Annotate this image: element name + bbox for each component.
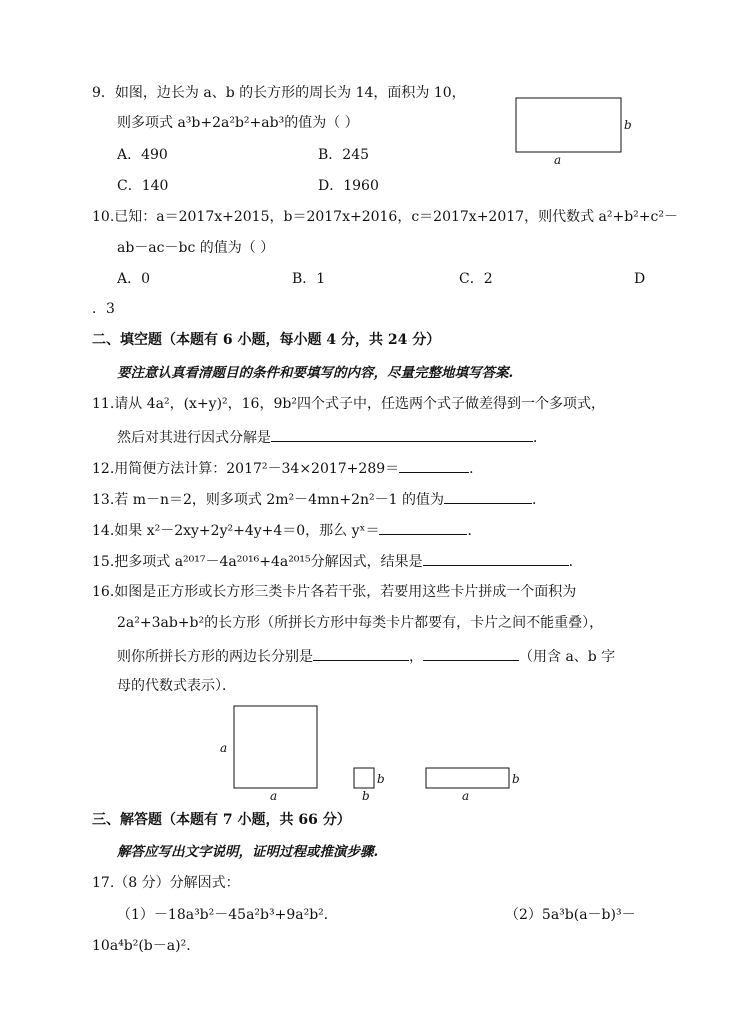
q10-option-d-cont: ．3	[92, 301, 115, 317]
q9-label-a: a	[554, 153, 562, 167]
q16-line1: 16.如图是正方形或长方形三类卡片各若干张，若要用这些卡片拼成一个面积为	[92, 584, 577, 600]
q17-part1: （1）－18a³b²－45a²b³+9a²b²．	[117, 907, 338, 923]
q15-text: 15.把多项式 a²⁰¹⁷－4a²⁰¹⁶+4a²⁰¹⁵分解因式，结果是	[92, 554, 423, 570]
q9-option-b: B．245	[318, 147, 370, 163]
q17-part2-cont: 10a⁴b²(b－a)²．	[92, 938, 201, 954]
q16-small-side-label: b	[377, 772, 385, 786]
q17-title: 17.（8 分）分解因式：	[92, 875, 240, 891]
q11-line1: 11.请从 4a²，(x+y)²，16，9b²四个式子中，任选两个式子做差得到一个多项式，	[92, 396, 605, 412]
q16-big-bottom-label: a	[270, 789, 278, 803]
q16-line4: 母的代数式表示）．	[117, 678, 236, 694]
q9-line1: 9．如图，边长为 a、b 的长方形的周长为 14，面积为 10，	[92, 85, 466, 101]
q11-line2-end: ．	[533, 430, 547, 446]
q10-option-d: D	[634, 271, 646, 287]
q9-option-c: C．140	[117, 178, 169, 194]
q16-big-side-label: a	[220, 741, 228, 755]
q9-label-b: b	[624, 118, 632, 132]
section3-note: 解答应写出文字说明，证明过程或推演步骤.	[117, 844, 379, 860]
q10-option-a: A．0	[117, 271, 151, 287]
q16-rect-side-label: b	[512, 772, 520, 786]
q10-line2: ab－ac－bc 的值为（ ）	[117, 240, 275, 256]
q9-line2: 则多项式 a³b+2a²b²+ab³的值为（ ）	[117, 115, 359, 131]
q9-option-d: D．1960	[318, 178, 379, 194]
q13-text: 13.若 m－n＝2，则多项式 2m²－4mn+2n²－1 的值为	[92, 492, 444, 508]
section3-heading: 三、解答题（本题有 7 小题，共 66 分）	[92, 812, 351, 828]
q14-end: ．	[467, 523, 482, 539]
q15-end: ．	[568, 554, 583, 570]
q16-rect-bottom-label: a	[462, 789, 470, 803]
q16-small-bottom-label: b	[362, 789, 370, 803]
q16-line2: 2a²+3ab+b²的长方形（所拼长方形中每类卡片都要有，卡片之间不能重叠），	[117, 615, 604, 631]
q10-option-c: C．2	[459, 271, 493, 287]
q12-text: 12.用简便方法计算：2017²－34×2017+289＝	[92, 461, 400, 477]
q9-option-a: A．490	[117, 147, 168, 163]
q11-line2-text: 然后对其进行因式分解是	[117, 430, 271, 446]
q10-option-b: B．1	[292, 271, 326, 287]
q16-line3-text: 则你所拼长方形的两边长分别是	[117, 649, 313, 665]
q16-line3-sep: ，	[409, 649, 423, 665]
q16-line3-end: （用含 a、b 字	[519, 649, 616, 665]
section2-heading: 二、填空题（本题有 6 小题，每小题 4 分，共 24 分）	[92, 332, 441, 348]
q12-end: ．	[469, 461, 484, 477]
q16-card-rectangle	[426, 768, 509, 788]
q13-end: ．	[531, 492, 546, 508]
q14-text: 14.如果 x²－2xy+2y²+4y+4＝0，那么 yˣ＝	[92, 523, 380, 539]
q16-card-small-square	[354, 768, 374, 788]
q17-part2: （2）5a³b(a－b)³－	[505, 907, 636, 923]
q10-line1: 10.已知：a＝2017x+2015，b＝2017x+2016，c＝2017x+2017，则代数式 a²+b²+c²－	[92, 209, 678, 225]
section2-note: 要注意认真看清题目的条件和要填写的内容，尽量完整地填写答案.	[117, 365, 514, 381]
q16-card-big-square	[234, 706, 317, 788]
